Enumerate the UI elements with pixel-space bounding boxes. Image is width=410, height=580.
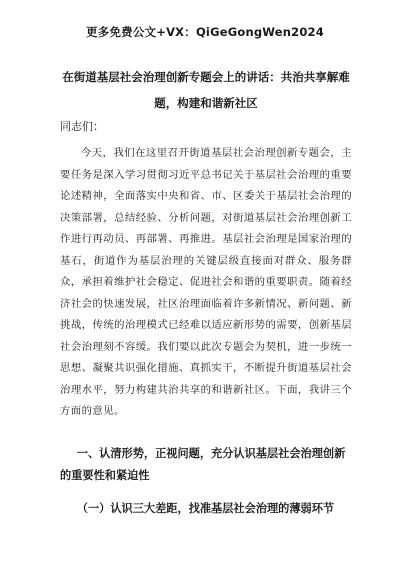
document-title: 在街道基层社会治理创新专题会上的讲话：共治共享解难题，构建和谐新社区 [62,70,350,110]
subsection-heading-1-1: （一）认识三大差距，找准基层社会治理的薄弱环节 [76,501,335,515]
promo-banner: 更多免费公文+VX：QiGeGongWen2024 [86,25,324,39]
section-heading-1: 一、认清形势，正视问题，充分认识基层社会治理创新的重要性和紧迫性 [60,446,346,482]
body-paragraph: 今天，我们在这里召开街道基层社会治理创新专题会，主要任务是深入学习贯彻习近平总书记关于基层社会治理的重要论述精神，全面落实中央和省、市、区委关于基层社会治理的决策部署，总结经验、分析问题，对街道基层社会治理创新工作进行再动员、再部署、再推进。基层社会治理是国家治理的基石，街道作为基层治理的关键层级直接面对群众、服务群众，承担着维护社会稳定、促进社会和谐的重要职责。随着经济社会的快速发展，社区治理面临着许多新情况、新问题、新挑战，传统的治理模式已经难以适应新形势的需要，创新基层社会治理刻不容缓。我们要以此次专题会为契机，进一步统一思想、凝聚共识强化措施、真抓实干，不断提升街道基层社会治理水平，努力构建共治共享的和谐新社区。下面，我讲三个方面的意见。 [60,147,352,417]
salutation: 同志们： [60,120,104,133]
